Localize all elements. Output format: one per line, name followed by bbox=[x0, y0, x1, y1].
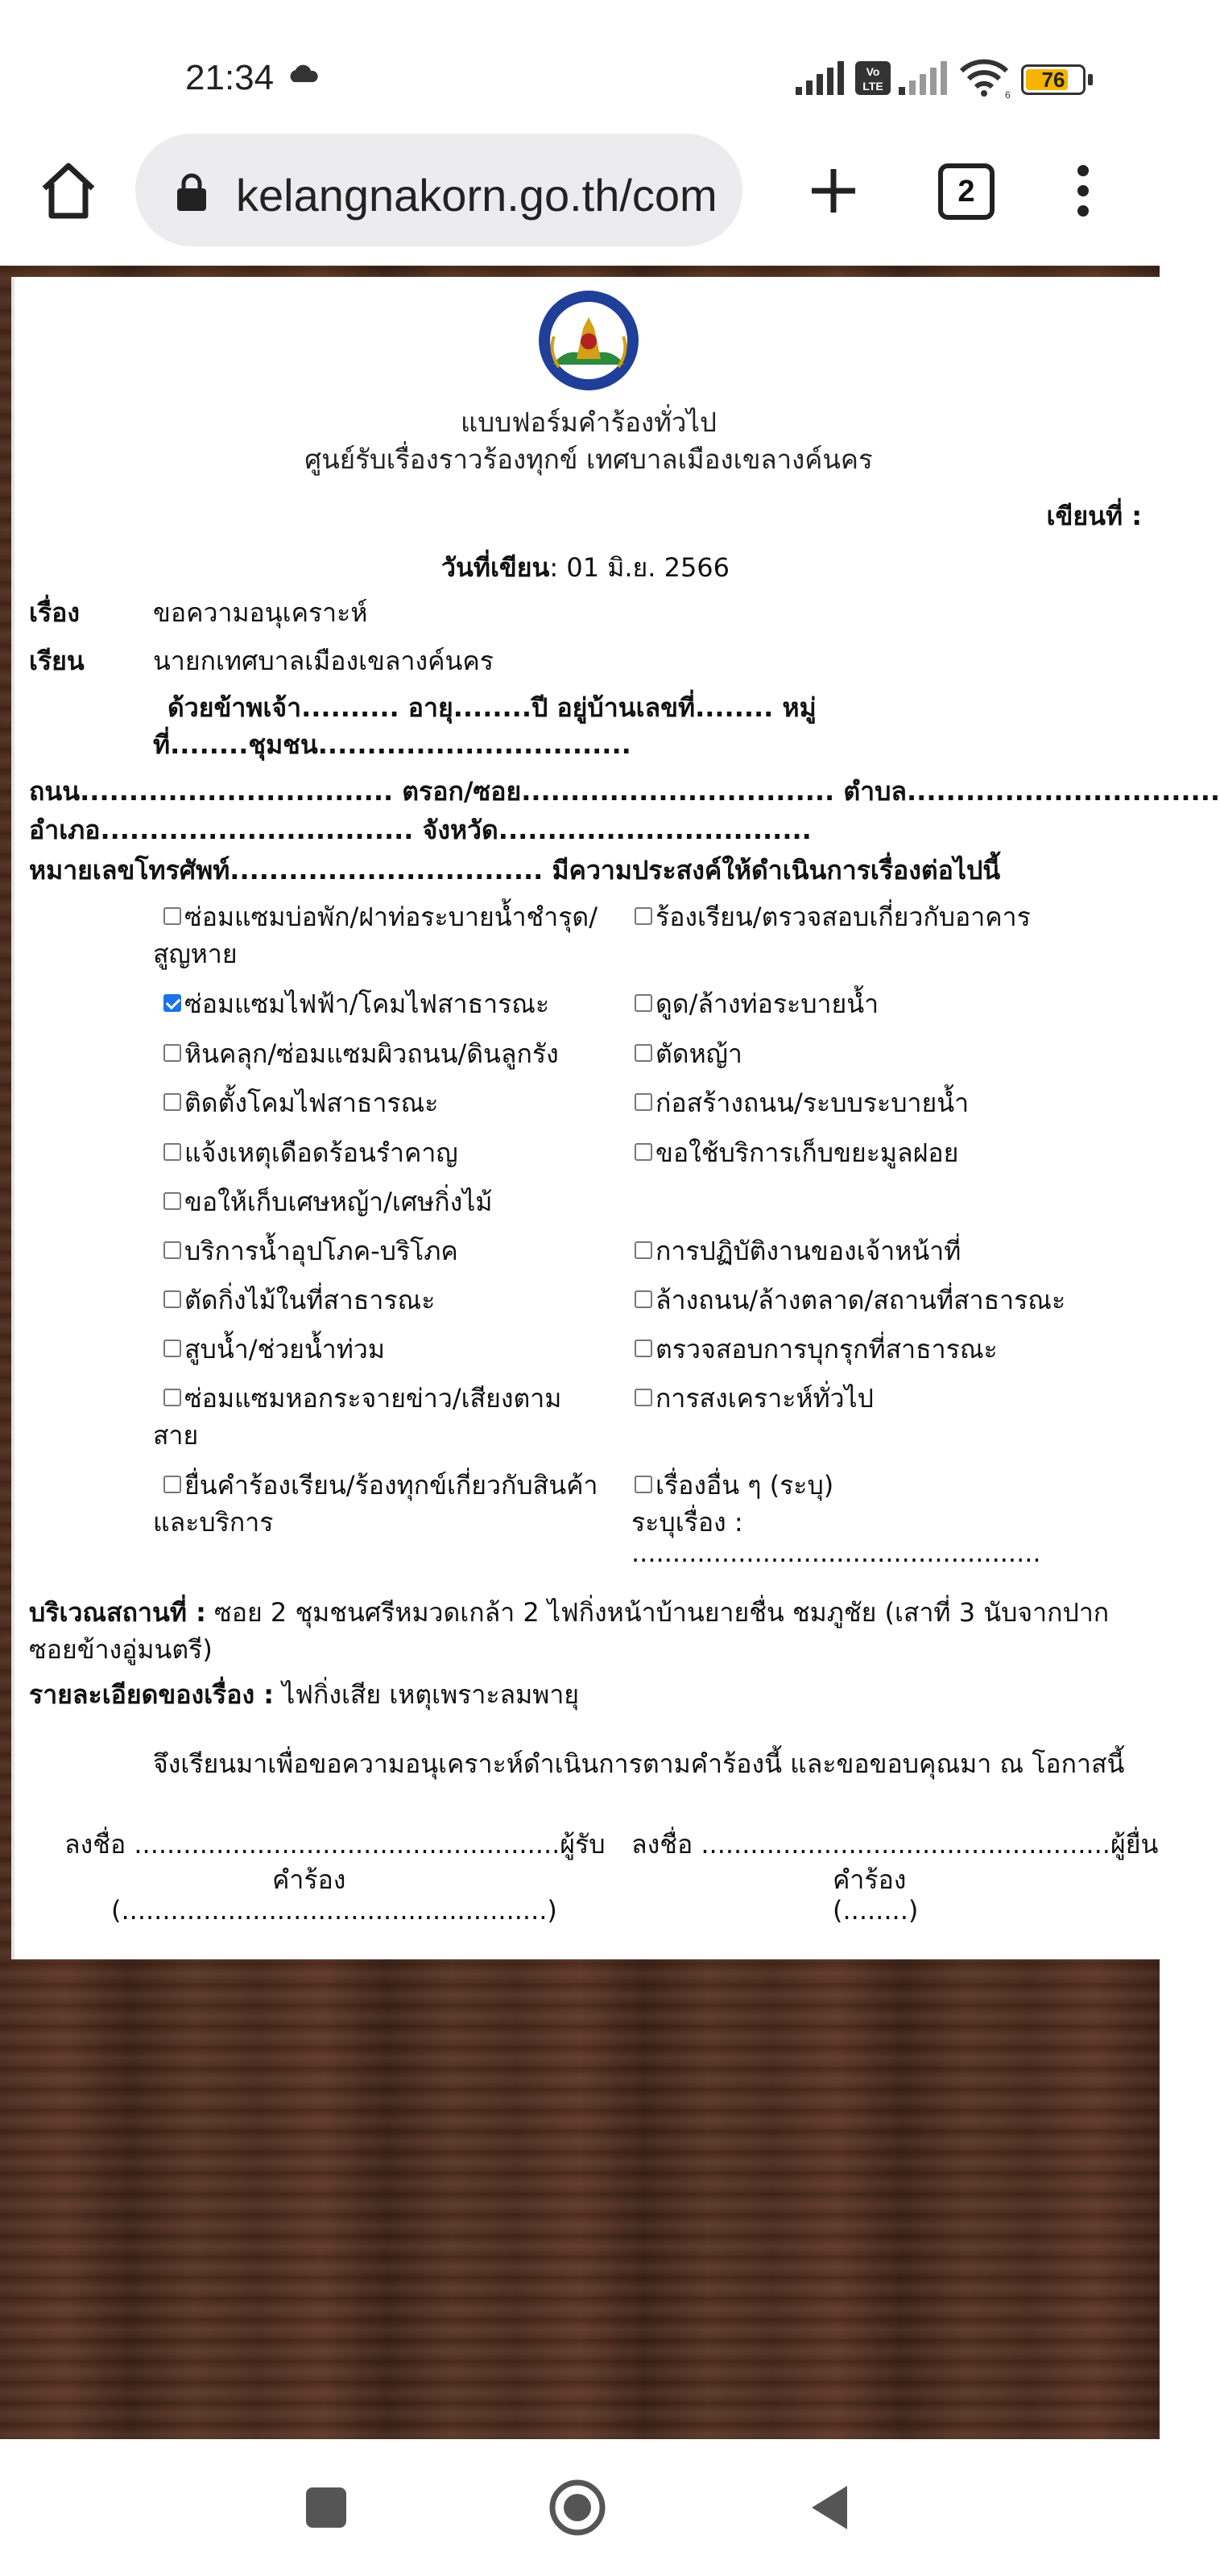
option-install-lights[interactable]: ติดตั้งโคมไฟสาธารณะ bbox=[163, 1083, 438, 1124]
checkbox[interactable] bbox=[635, 1340, 652, 1357]
complaint-form bbox=[11, 277, 1220, 1959]
option-other-specify-label: ระบุเรื่อง : bbox=[631, 1507, 743, 1538]
checkbox[interactable] bbox=[163, 1044, 181, 1062]
checkbox[interactable] bbox=[635, 1044, 652, 1062]
subject-value: ขอความอนุเคราะห์ bbox=[153, 597, 368, 628]
checkbox[interactable] bbox=[163, 1143, 181, 1161]
detail-value: ไฟกิ่งเสีย เหตุเพราะลมพายุ bbox=[274, 1679, 580, 1710]
svg-text:Vo: Vo bbox=[866, 65, 880, 78]
tab-switcher-button[interactable]: 2 bbox=[938, 163, 995, 220]
system-nav-bar bbox=[0, 2439, 1160, 2576]
home-nav-icon[interactable] bbox=[548, 2478, 607, 2537]
option-street-washing[interactable]: ล้างถนน/ล้างตลาด/สถานที่สาธารณะ bbox=[635, 1280, 1065, 1321]
checkbox[interactable] bbox=[163, 1476, 181, 1493]
signature-receiver-role: คำร้อง bbox=[272, 1864, 346, 1895]
option-flood-pumping[interactable]: สูบน้ำ/ช่วยน้ำท่วม bbox=[163, 1329, 385, 1370]
checkbox[interactable] bbox=[635, 1389, 652, 1406]
home-icon[interactable] bbox=[32, 155, 105, 227]
option-loudspeaker-repair[interactable]: ซ่อมแซมหอกระจายข่าว/เสียงตาม bbox=[163, 1378, 561, 1419]
applicant-line-1: ด้วยข้าพเจ้า.......... อายุ........ปี อยู่บ้านเลขที่........ หมู่ bbox=[167, 692, 817, 723]
form-title: แบบฟอร์มคำร้องทั่วไป bbox=[461, 407, 717, 438]
phone-line: หมายเลขโทรศัพท์................................ มีความประสงค์ให้ดำเนินการเรื่องต่อไปนี้ bbox=[29, 855, 1001, 886]
address-line: ถนน................................ ตรอก/ซอย................................ ตำบล................................ bbox=[29, 776, 1220, 807]
municipality-seal-logo bbox=[536, 288, 641, 393]
option-staff-conduct[interactable]: การปฏิบัติงานของเจ้าหน้าที่ bbox=[635, 1231, 961, 1272]
checkbox[interactable] bbox=[635, 994, 652, 1012]
battery-icon bbox=[1021, 64, 1086, 95]
option-garbage-service[interactable]: ขอใช้บริการเก็บขยะมูลฝอย bbox=[635, 1133, 958, 1174]
subject-label: เรื่อง bbox=[29, 597, 80, 628]
option-building-inspection[interactable]: ร้องเรียน/ตรวจสอบเกี่ยวกับอาคาร bbox=[635, 897, 1031, 938]
checkbox[interactable] bbox=[635, 1241, 652, 1259]
wifi-badge: 6 bbox=[1005, 89, 1011, 101]
checkbox[interactable] bbox=[163, 1192, 181, 1210]
option-road-construction[interactable]: ก่อสร้างถนน/ระบบระบายน้ำ bbox=[635, 1083, 969, 1124]
checkbox[interactable] bbox=[635, 907, 652, 925]
option-drain-cleaning[interactable]: ดูด/ล้างท่อระบายน้ำ bbox=[635, 984, 879, 1025]
option-consumer-complaint[interactable]: ยื่นคำร้องเรียน/ร้องทุกข์เกี่ยวกับสินค้า bbox=[163, 1465, 598, 1506]
battery-tip bbox=[1088, 74, 1093, 85]
date-value: : 01 มิ.ย. 2566 bbox=[549, 552, 730, 583]
checkbox-checked[interactable] bbox=[163, 994, 181, 1012]
option-encroachment[interactable]: ตรวจสอบการบุกรุกที่สาธารณะ bbox=[635, 1329, 998, 1370]
volte-icon bbox=[855, 61, 891, 97]
detail-line bbox=[29, 1674, 579, 1715]
checkbox[interactable] bbox=[635, 1476, 652, 1493]
written-at-label: เขียนที่ : bbox=[1046, 501, 1142, 531]
detail-label: รายละเอียดของเรื่อง : bbox=[29, 1679, 275, 1710]
option-consumer-complaint-cont: และบริการ bbox=[153, 1507, 274, 1538]
svg-text:LTE: LTE bbox=[862, 80, 883, 93]
form-subtitle: ศูนย์รับเรื่องราวร้องทุกข์ เทศบาลเมืองเขลางค์นคร bbox=[304, 444, 873, 475]
battery-level: 76 bbox=[1041, 68, 1065, 92]
address-bar[interactable] bbox=[135, 134, 742, 246]
applicant-line-2: ที่........ชุมชน................................ bbox=[153, 729, 631, 760]
signal-2-icon bbox=[899, 61, 949, 97]
option-drain-repair-cont: สูญหาย bbox=[153, 939, 238, 969]
clock: 21:34 bbox=[185, 58, 275, 97]
checkbox[interactable] bbox=[635, 1143, 652, 1161]
option-nuisance[interactable]: แจ้งเหตุเดือดร้อนรำคาญ bbox=[163, 1133, 458, 1174]
checkbox[interactable] bbox=[163, 907, 181, 925]
option-water-supply[interactable]: บริการน้ำอุปโภค-บริโภค bbox=[163, 1231, 458, 1272]
option-drain-repair[interactable]: ซ่อมแซมบ่อพัก/ฝาท่อระบายน้ำชำรุด/ bbox=[163, 897, 598, 938]
option-loudspeaker-repair-cont: สาย bbox=[153, 1420, 199, 1451]
location-value-cont: ซอยข้างอู่มนตรี) bbox=[29, 1634, 213, 1665]
checkbox[interactable] bbox=[635, 1093, 652, 1111]
signal-icon bbox=[796, 61, 846, 97]
date-label: วันที่เขียน bbox=[441, 552, 550, 583]
recent-apps-icon[interactable] bbox=[304, 2486, 348, 2529]
url-text[interactable]: kelangnakorn.go.th/com bbox=[236, 170, 718, 221]
checkbox[interactable] bbox=[163, 1290, 181, 1308]
signature-applicant-name: (........) bbox=[833, 1895, 919, 1926]
date-line bbox=[441, 547, 730, 588]
browser-toolbar bbox=[0, 121, 1160, 266]
more-options-icon[interactable] bbox=[1063, 155, 1103, 227]
option-welfare[interactable]: การสงเคราะห์ทั่วไป bbox=[635, 1378, 874, 1419]
lock-icon bbox=[176, 172, 208, 211]
wifi-icon bbox=[958, 58, 1011, 101]
checkbox[interactable] bbox=[163, 1093, 181, 1111]
signature-receiver-name: (....................................................) bbox=[111, 1895, 557, 1926]
location-line bbox=[29, 1592, 1109, 1633]
checkbox[interactable] bbox=[163, 1340, 181, 1357]
status-bar bbox=[0, 0, 1160, 121]
checkbox[interactable] bbox=[163, 1241, 181, 1259]
option-grass-cutting[interactable]: ตัดหญ้า bbox=[635, 1034, 742, 1075]
signature-applicant: ลงชื่อ ..................................................ผู้ยื่น bbox=[631, 1829, 1159, 1860]
to-label: เรียน bbox=[29, 646, 85, 676]
to-value: นายกเทศบาลเมืองเขลางค์นคร bbox=[153, 646, 494, 676]
option-road-surface[interactable]: หินคลุก/ซ่อมแซมผิวถนน/ดินลูกรัง bbox=[163, 1034, 559, 1075]
cloud-icon bbox=[286, 64, 321, 84]
checkbox[interactable] bbox=[163, 1389, 181, 1406]
back-icon[interactable] bbox=[805, 2483, 854, 2533]
location-value: ซอย 2 ชุมชนศรีหมวดเกล้า 2 ไฟกิ่งหน้าบ้านยายชื่น ชมภูชัย (เสาที่ 3 นับจากปาก bbox=[205, 1597, 1110, 1628]
option-streetlight-repair[interactable]: ซ่อมแซมไฟฟ้า/โคมไฟสาธารณะ bbox=[163, 984, 549, 1025]
page-content bbox=[0, 266, 1220, 2439]
option-tree-trimming[interactable]: ตัดกิ่งไม้ในที่สาธารณะ bbox=[163, 1280, 435, 1321]
new-tab-icon[interactable] bbox=[797, 155, 870, 227]
option-other-specify-field[interactable]: .................................................. bbox=[631, 1538, 1041, 1568]
signature-applicant-role: คำร้อง bbox=[833, 1864, 907, 1895]
closing-statement: จึงเรียนมาเพื่อขอความอนุเคราะห์ดำเนินการตามคำร้องนี้ และขอขอบคุณมา ณ โอกาสนี้ bbox=[153, 1748, 1125, 1779]
district-line: อำเภอ................................ จังหวัด................................ bbox=[29, 815, 812, 845]
option-other[interactable]: เรื่องอื่น ๆ (ระบุ) bbox=[635, 1465, 833, 1506]
checkbox[interactable] bbox=[635, 1290, 652, 1308]
signature-receiver: ลงชื่อ ....................................................ผู้รับ bbox=[64, 1829, 606, 1860]
location-label: บริเวณสถานที่ : bbox=[29, 1597, 206, 1628]
option-branch-collection[interactable]: ขอให้เก็บเศษหญ้า/เศษกิ่งไม้ bbox=[163, 1182, 492, 1223]
